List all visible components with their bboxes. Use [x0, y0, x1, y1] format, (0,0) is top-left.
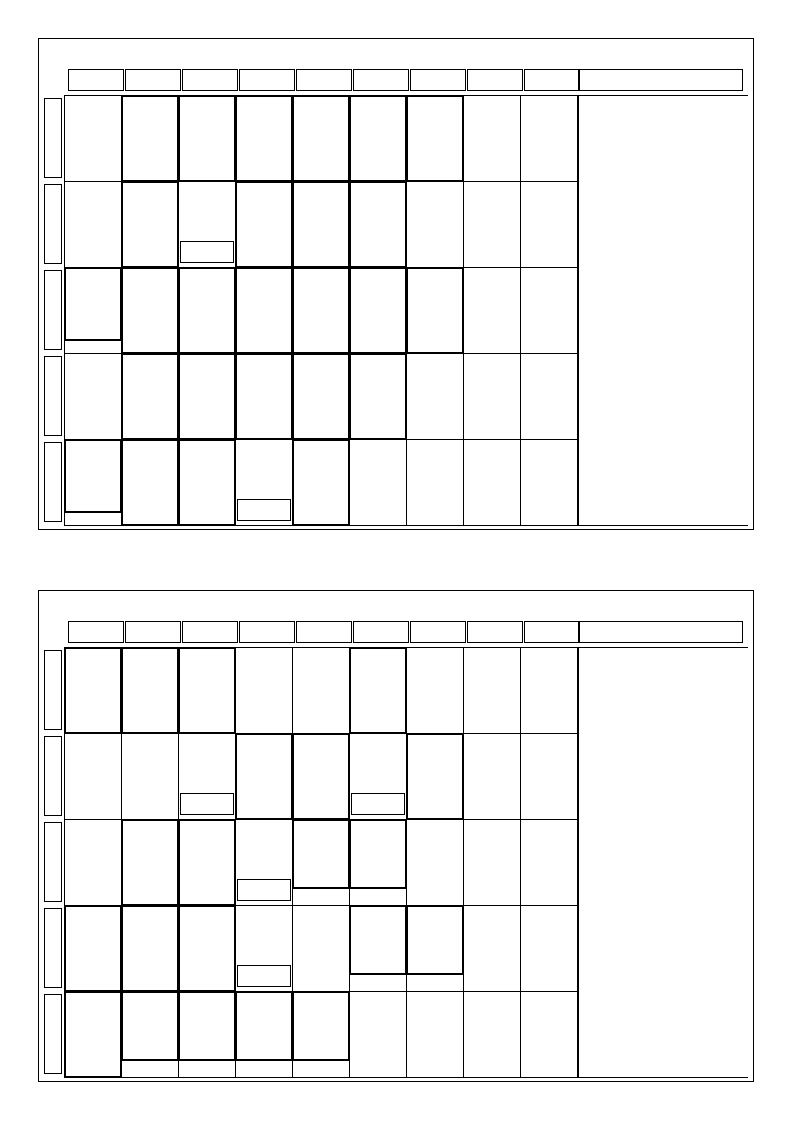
lesson-cell[interactable]: [235, 733, 293, 820]
period-header: [410, 69, 466, 91]
lesson-cell[interactable]: [64, 647, 122, 734]
day-label: [44, 442, 62, 522]
day-label: [44, 822, 62, 902]
standby-box: [237, 879, 291, 901]
lesson-cell[interactable]: [349, 353, 407, 440]
lesson-cell[interactable]: [64, 991, 122, 1078]
lesson-cell[interactable]: [121, 353, 179, 440]
seminar-cell[interactable]: [64, 267, 122, 341]
grid-line: [64, 1077, 578, 1078]
lesson-cell[interactable]: [349, 95, 407, 182]
grid-line: [463, 647, 464, 1078]
standby-box: [180, 793, 234, 815]
lesson-cell[interactable]: [406, 267, 464, 354]
lesson-cell[interactable]: [349, 647, 407, 734]
period-header: [524, 621, 580, 643]
period-header: [239, 621, 295, 643]
lesson-cell[interactable]: [121, 819, 179, 906]
timetable-1: [38, 38, 754, 530]
lesson-cell[interactable]: [235, 181, 293, 268]
lesson-cell[interactable]: [406, 95, 464, 182]
period-header: [296, 621, 352, 643]
lesson-cell[interactable]: [292, 439, 350, 526]
side-header: [578, 69, 743, 91]
lesson-cell[interactable]: [292, 267, 350, 354]
group-cell[interactable]: [121, 991, 179, 1061]
day-label: [44, 908, 62, 988]
day-label: [44, 98, 62, 178]
lesson-cell[interactable]: [292, 733, 350, 820]
lesson-cell[interactable]: [292, 181, 350, 268]
info-panel: [578, 95, 748, 526]
period-header: [467, 69, 523, 91]
lesson-cell[interactable]: [178, 647, 236, 734]
side-header: [578, 621, 743, 643]
lesson-cell[interactable]: [406, 733, 464, 820]
period-header: [353, 621, 409, 643]
standby-box: [180, 241, 234, 263]
period-header: [68, 621, 124, 643]
period-header: [182, 621, 238, 643]
lesson-cell[interactable]: [121, 905, 179, 992]
lesson-cell[interactable]: [235, 267, 293, 354]
timetable-2: [38, 590, 754, 1082]
group-cell[interactable]: [349, 905, 407, 975]
period-header: [182, 69, 238, 91]
timetable-grid: [64, 95, 578, 526]
lesson-cell[interactable]: [235, 95, 293, 182]
timetable-grid: [64, 647, 578, 1078]
lesson-cell[interactable]: [178, 819, 236, 906]
grid-line: [520, 647, 521, 1078]
day-label: [44, 184, 62, 264]
grid-line: [577, 95, 578, 526]
group-cell[interactable]: [292, 991, 350, 1061]
grid-line: [520, 95, 521, 526]
lesson-cell[interactable]: [178, 439, 236, 526]
grid-line: [577, 647, 578, 1078]
period-header: [524, 69, 580, 91]
period-header: [239, 69, 295, 91]
lesson-cell[interactable]: [349, 181, 407, 268]
lesson-cell[interactable]: [121, 439, 179, 526]
lesson-cell[interactable]: [121, 267, 179, 354]
day-label: [44, 270, 62, 350]
lesson-cell[interactable]: [292, 95, 350, 182]
lesson-cell[interactable]: [121, 181, 179, 268]
standby-box: [351, 793, 405, 815]
group-cell[interactable]: [292, 819, 350, 889]
lesson-cell[interactable]: [178, 95, 236, 182]
group-cell[interactable]: [178, 991, 236, 1061]
lesson-cell[interactable]: [178, 905, 236, 992]
lesson-cell[interactable]: [235, 353, 293, 440]
day-label: [44, 736, 62, 816]
period-header: [125, 621, 181, 643]
seminar-cell[interactable]: [64, 439, 122, 513]
standby-box: [237, 499, 291, 521]
lesson-cell[interactable]: [349, 267, 407, 354]
lesson-cell[interactable]: [178, 353, 236, 440]
lesson-cell[interactable]: [64, 905, 122, 992]
lesson-cell[interactable]: [178, 267, 236, 354]
period-header: [353, 69, 409, 91]
group-cell[interactable]: [235, 991, 293, 1061]
lesson-cell[interactable]: [292, 353, 350, 440]
standby-box: [237, 965, 291, 987]
period-header: [467, 621, 523, 643]
day-label: [44, 994, 62, 1074]
group-cell[interactable]: [349, 819, 407, 889]
period-header: [410, 621, 466, 643]
lesson-cell[interactable]: [121, 647, 179, 734]
period-header: [68, 69, 124, 91]
period-header: [296, 69, 352, 91]
info-panel: [578, 647, 748, 1078]
lesson-cell[interactable]: [121, 95, 179, 182]
day-label: [44, 356, 62, 436]
group-cell[interactable]: [406, 905, 464, 975]
day-label: [44, 650, 62, 730]
period-header: [125, 69, 181, 91]
